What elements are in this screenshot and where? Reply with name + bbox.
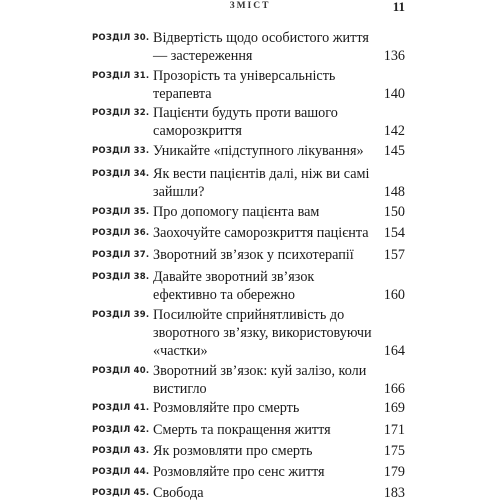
chapter-page-number: 169 bbox=[383, 400, 405, 416]
chapter-title: Давайте зворотний зв’язок ефективно та обережно bbox=[153, 269, 315, 303]
chapter-label: РОЗДІЛ 43. bbox=[92, 446, 150, 456]
running-head-page-number: 11 bbox=[392, 0, 405, 14]
chapter-page-number: 160 bbox=[383, 287, 405, 303]
chapter-title: Відвертість щодо особистого життя — застереження bbox=[153, 30, 369, 64]
chapter-label: РОЗДІЛ 41. bbox=[92, 403, 150, 413]
chapter-label: РОЗДІЛ 44. bbox=[92, 467, 150, 477]
chapter-label: РОЗДІЛ 31. bbox=[92, 71, 150, 81]
chapter-label: РОЗДІЛ 33. bbox=[92, 146, 150, 156]
chapter-title: Розмовляйте про сенс життя bbox=[153, 464, 325, 480]
chapter-title: Як розмовляти про смерть bbox=[153, 443, 313, 459]
chapter-page-number: 140 bbox=[383, 86, 405, 102]
chapter-page-number: 175 bbox=[383, 443, 405, 459]
chapter-page-number: 142 bbox=[383, 123, 405, 139]
chapter-label: РОЗДІЛ 36. bbox=[92, 228, 150, 238]
chapter-page-number: 150 bbox=[383, 204, 405, 220]
chapter-title: Розмовляйте про смерть bbox=[153, 400, 300, 416]
chapter-title: Посилюйте сприйнятливість до зворотного зв’язку, використовуючи «частки» bbox=[153, 307, 372, 359]
chapter-label: РОЗДІЛ 38. bbox=[92, 272, 150, 282]
chapter-label: РОЗДІЛ 40. bbox=[92, 366, 150, 376]
chapter-title: Пацієнти будуть проти вашого саморозкриття bbox=[153, 105, 338, 139]
chapter-page-number: 171 bbox=[383, 422, 405, 438]
chapter-page-number: 154 bbox=[383, 225, 405, 241]
chapter-page-number: 145 bbox=[383, 143, 405, 159]
chapter-label: РОЗДІЛ 45. bbox=[92, 488, 150, 498]
chapter-page-number: 157 bbox=[383, 247, 405, 263]
chapter-label: РОЗДІЛ 39. bbox=[92, 310, 150, 320]
chapter-label: РОЗДІЛ 42. bbox=[92, 425, 150, 435]
chapter-label: РОЗДІЛ 34. bbox=[92, 169, 150, 179]
running-head-title: ЗМІСТ bbox=[229, 1, 271, 11]
chapter-title: Смерть та покращення життя bbox=[153, 422, 331, 438]
chapter-title: Прозорість та універсальність терапевта bbox=[153, 68, 336, 102]
chapter-title: Зворотний зв’язок у психотерапії bbox=[153, 247, 354, 263]
chapter-label: РОЗДІЛ 32. bbox=[92, 108, 150, 118]
chapter-label: РОЗДІЛ 35. bbox=[92, 207, 150, 217]
chapter-page-number: 179 bbox=[383, 464, 405, 480]
chapter-label: РОЗДІЛ 30. bbox=[92, 33, 150, 43]
chapter-page-number: 148 bbox=[383, 184, 405, 200]
chapter-title: Заохочуйте саморозкриття пацієнта bbox=[153, 225, 369, 241]
chapter-page-number: 166 bbox=[383, 381, 405, 397]
chapter-label: РОЗДІЛ 37. bbox=[92, 250, 150, 260]
chapter-page-number: 136 bbox=[383, 48, 405, 64]
chapter-page-number: 164 bbox=[383, 343, 405, 359]
chapter-page-number: 183 bbox=[383, 485, 405, 501]
chapter-title: Зворотний зв’язок: куй залізо, коли вистигло bbox=[153, 363, 367, 397]
chapter-title: Свобода bbox=[153, 485, 204, 501]
chapter-title: Як вести пацієнтів далі, ніж ви самі зайшли? bbox=[153, 166, 370, 200]
chapter-title: Про допомогу пацієнта вам bbox=[153, 204, 320, 220]
chapter-title: Уникайте «підступного лікування» bbox=[153, 143, 364, 159]
running-head bbox=[0, 0, 500, 22]
